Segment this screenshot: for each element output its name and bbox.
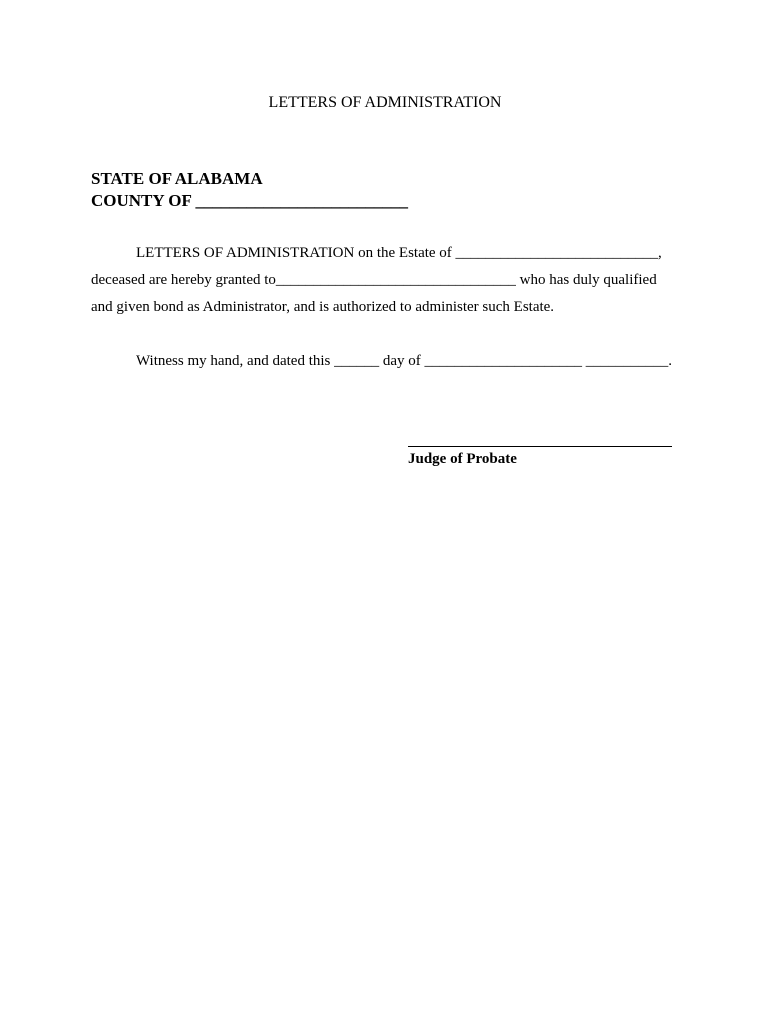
signature-line: [408, 446, 672, 447]
county-heading: COUNTY OF _________________________: [91, 191, 409, 210]
signature-title: Judge of Probate: [408, 451, 517, 467]
body-line-3: and given bond as Administrator, and is authorized to administer such Estate.: [91, 299, 555, 315]
body-line-2: deceased are hereby granted to________________________________ who has duly qualified: [91, 272, 657, 288]
document-title: LETTERS OF ADMINISTRATION: [268, 94, 502, 111]
body-line-1: LETTERS OF ADMINISTRATION on the Estate of ___________________________,: [136, 245, 662, 261]
state-heading: STATE OF ALABAMA: [91, 169, 263, 188]
witness-line: Witness my hand, and dated this ______ day of _____________________ ___________.: [136, 353, 673, 369]
